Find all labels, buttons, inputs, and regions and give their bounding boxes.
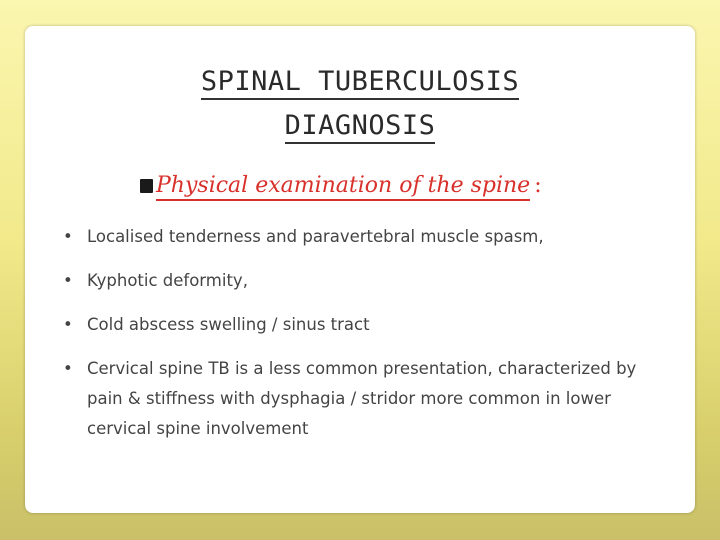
bullet-text: Localised tenderness and paravertebral muscle spasm, xyxy=(87,227,544,246)
section-subheading xyxy=(140,175,542,197)
bullet-item-cold-abscess xyxy=(63,310,663,340)
bullet-list xyxy=(63,222,663,458)
bullet-dot-icon: • xyxy=(63,227,73,246)
bullet-dot-icon: • xyxy=(63,315,73,334)
subheading-colon: : xyxy=(534,173,542,198)
slide-title-line-1 xyxy=(25,68,695,100)
bullet-item-cervical-spine xyxy=(63,354,663,444)
bullet-text: Kyphotic deformity, xyxy=(87,271,248,290)
slide-title-text-2: DIAGNOSIS xyxy=(285,112,436,144)
bullet-dot-icon: • xyxy=(63,271,73,290)
bullet-text: Cervical spine TB is a less common presentation, characterized by pain & stiffness with dysphagia / stridor more common in lower cervical spine involvement xyxy=(87,359,637,438)
slide-title-text-1: SPINAL TUBERCULOSIS xyxy=(201,68,519,100)
bullet-dot-icon: • xyxy=(63,359,73,378)
slide-panel xyxy=(25,26,695,513)
bullet-item-tenderness xyxy=(63,222,663,252)
subheading-text: Physical examination of the spine xyxy=(156,173,530,201)
slide-title-line-2 xyxy=(25,112,695,144)
bullet-item-kyphotic xyxy=(63,266,663,296)
bullet-text: Cold abscess swelling / sinus tract xyxy=(87,315,370,334)
checkbox-square-icon xyxy=(140,179,153,193)
